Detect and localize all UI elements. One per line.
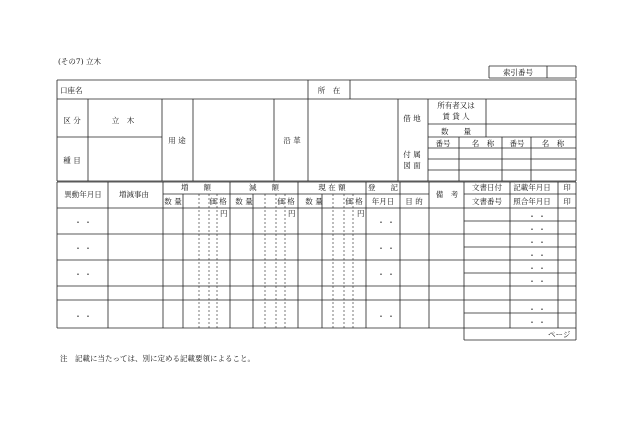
index-number-label: 索引番号 <box>503 68 533 77</box>
date-placeholder: ・ ・ <box>528 305 546 314</box>
att-header-name-1: 名 称 <box>471 139 495 148</box>
date-placeholder: ・ ・ <box>528 225 546 234</box>
cur-qty-header: 数 量 <box>305 197 323 206</box>
current-header: 現 在 額 <box>318 183 346 192</box>
remarks-header: 備 考 <box>435 190 459 199</box>
registration-header: 登 記 <box>368 183 398 192</box>
yen-mark: 円 <box>220 209 228 218</box>
att-header-no-2: 番号 <box>509 139 525 148</box>
yen-mark: 円 <box>357 209 365 218</box>
date-placeholder: ・ ・ <box>377 270 395 279</box>
category-value: 立 木 <box>111 116 135 125</box>
date-placeholder: ・ ・ <box>528 264 546 273</box>
date-placeholder: ・ ・ <box>528 212 546 221</box>
date-placeholder: ・ ・ <box>74 244 92 253</box>
cur-price-header: 価 格 <box>345 197 363 206</box>
inc-price-header: 価 格 <box>209 197 227 206</box>
reg-purpose-header: 目 的 <box>405 197 423 206</box>
use-label: 用 途 <box>168 136 186 145</box>
footnote: 注 記載に当たっては、別に定める記載要領によること。 <box>60 354 255 363</box>
owner-label: 所有者又は <box>437 101 475 110</box>
date-placeholder: ・ ・ <box>74 218 92 227</box>
date-placeholder: ・ ・ <box>74 270 92 279</box>
date-placeholder: ・ ・ <box>74 312 92 321</box>
date-placeholder: ・ ・ <box>377 218 395 227</box>
entry-date-header: 記載年月日 <box>513 183 551 192</box>
date-placeholder: ・ ・ <box>377 312 395 321</box>
history-label: 沿 革 <box>283 136 301 145</box>
lessor-label: 賃 貸 人 <box>442 112 470 121</box>
doc-date-header: 文書日付 <box>472 183 502 192</box>
location-label: 所 在 <box>317 86 341 95</box>
dec-qty-header: 数 量 <box>235 197 253 206</box>
quantity-label: 数 量 <box>441 127 471 136</box>
att-header-name-2: 名 称 <box>541 139 565 148</box>
reg-date-header: 年月日 <box>371 197 395 206</box>
seal-header-2: 印 <box>563 197 571 206</box>
date-placeholder: ・ ・ <box>377 244 395 253</box>
account-name-label: 口座名 <box>60 86 83 95</box>
form-title: (その7) 立木 <box>58 57 102 66</box>
check-date-header: 照合年月日 <box>513 197 551 206</box>
date-placeholder: ・ ・ <box>528 318 546 327</box>
doc-no-header: 文書番号 <box>472 197 502 206</box>
dec-price-header: 価 格 <box>277 197 295 206</box>
kind-label: 種 目 <box>63 156 81 165</box>
drawings-label: 図 面 <box>403 161 421 170</box>
date-placeholder: ・ ・ <box>528 238 546 247</box>
change-reason-header: 増減事由 <box>119 190 149 199</box>
leased-land-label: 借 地 <box>403 114 421 123</box>
decrease-header: 減 額 <box>249 183 279 192</box>
date-placeholder: ・ ・ <box>528 251 546 260</box>
inc-qty-header: 数 量 <box>164 197 182 206</box>
date-placeholder: ・ ・ <box>528 277 546 286</box>
seal-header-1: 印 <box>563 183 571 192</box>
increase-header: 増 額 <box>181 183 211 192</box>
change-date-header: 異動年月日 <box>64 190 102 199</box>
yen-mark: 円 <box>288 209 296 218</box>
category-label: 区 分 <box>63 116 81 125</box>
attached-label: 付 属 <box>403 150 421 159</box>
page-label: ページ <box>548 330 571 339</box>
att-header-no-1: 番号 <box>435 139 451 148</box>
